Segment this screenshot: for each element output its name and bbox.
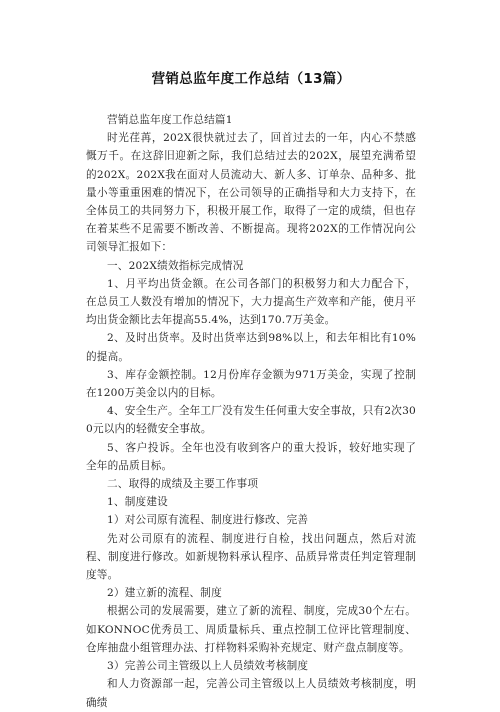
paragraph: 3、库存金额控制。12月份库存金额为971万美金，实现了控制在1200万美金以内的目标。 xyxy=(86,368,416,400)
subsection-heading: 1、制度建设 xyxy=(107,496,168,509)
paragraph: 1、月平均出货金额。在公司各部门的积极努力和大力配合下，在总员工人数没有增加的情况下，大力提高生产效率和产能，使月平均出货金额比去年提高55.4%，达到170.7万美金。 xyxy=(86,277,416,327)
paragraph: 时光荏苒，202X很快就过去了，回首过去的一年，内心不禁感慨万千。在这辞旧迎新之际，我们总结过去的202X，展望充满希望的202X。202X我在面对人员流动大、新人多、订单杂、品种多、批量小等重重困难的情况下，在公司领导的正确指导和大力支持下，在全体员工的共同努力下，积极开展工作，取得了一定的成绩，但也存在着某些不足需要不断改善、不断提高。现将202X的工作情况向公司领导汇报如下： xyxy=(86,132,416,254)
paragraph: 4、安全生产。全年工厂没有发生任何重大安全事故，只有2次300元以内的轻微安全事故。 xyxy=(86,405,416,436)
subsection-heading: 3）完善公司主管级以上人员绩效考核制度 xyxy=(107,660,309,673)
subsection-heading: 2）建立新的流程、制度 xyxy=(107,587,222,600)
document-title: 营销总监年度工作总结（13篇） xyxy=(151,71,351,87)
section-heading: 营销总监年度工作总结篇1 xyxy=(107,114,233,126)
paragraph: 根据公司的发展需要，建立了新的流程、制度，完成30个左右。如KONNOC优秀员工、周质量标兵、重点控制工位评比管理制度、仓库抽盘小组管理办法、打样物料采购补充规定、财产盘点制度等。 xyxy=(86,605,416,654)
paragraph: 2、及时出货率。及时出货率达到98%以上，和去年相比有10%的提高。 xyxy=(86,332,416,363)
section-heading: 二、取得的成绩及主要工作事项 xyxy=(107,478,259,491)
paragraph: 和人力资源部一起，完善公司主管级以上人员绩效考核制度，明确绩 xyxy=(86,678,416,709)
document-page xyxy=(86,60,416,712)
paragraph: 先对公司原有的流程、制度进行自检，找出问题点，然后对流程、制度进行修改。如新规物料承认程序、品质异常责任判定管理制度等。 xyxy=(86,532,416,582)
subsection-heading: 1）对公司原有流程、制度进行修改、完善 xyxy=(107,514,309,527)
section-heading: 一、202X绩效指标完成情况 xyxy=(107,259,244,272)
paragraph: 5、客户投诉。全年也没有收到客户的重大投诉，较好地实现了全年的品质目标。 xyxy=(86,441,416,472)
